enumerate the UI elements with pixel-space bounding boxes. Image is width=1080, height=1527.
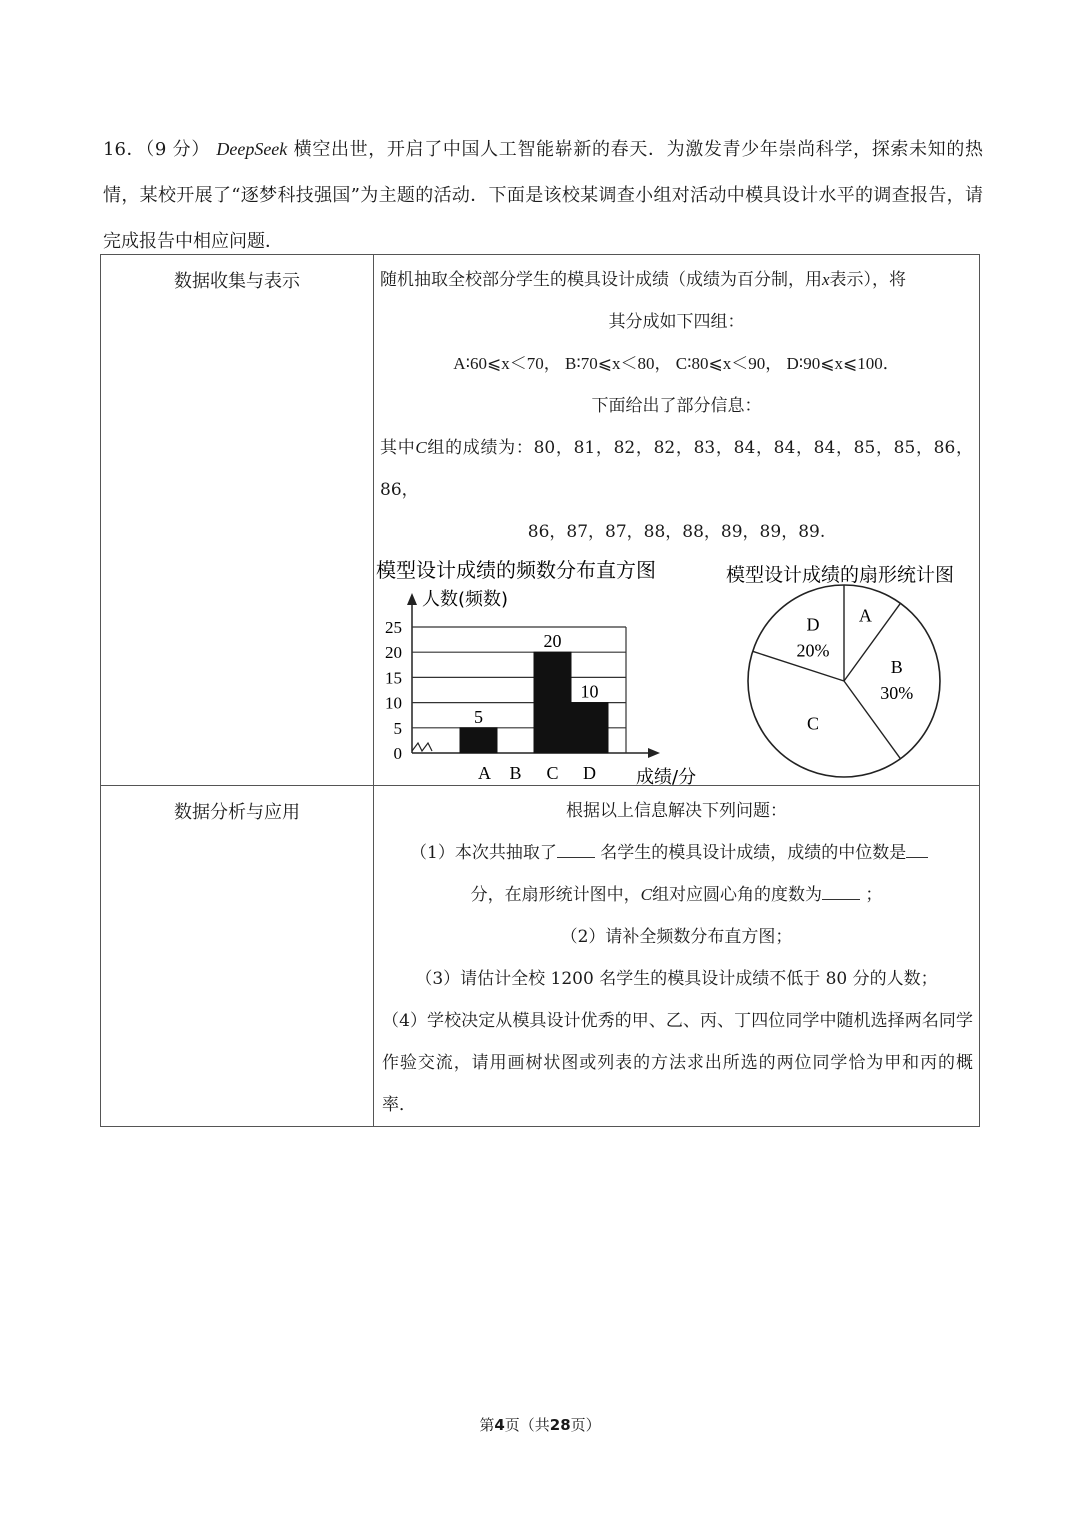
row-label-collection: 数据收集与表示 xyxy=(101,255,374,786)
y-tick-label: 15 xyxy=(385,668,402,688)
q1-part-e: ； xyxy=(865,885,883,905)
footer-post: 页） xyxy=(570,1416,601,1434)
answer-blank-median[interactable] xyxy=(906,857,928,858)
pie-label-c: C xyxy=(806,713,819,734)
table-row xyxy=(101,255,980,786)
row-content-analysis xyxy=(374,786,980,1127)
histogram-xlabel: 成绩/分 xyxy=(636,767,697,785)
x-tick-label: B xyxy=(509,763,522,783)
question-2: （2）请补全频数分布直方图； xyxy=(560,927,793,947)
collection-line-1-a: 随机抽取全校部分学生的模具设计成绩（成绩为百分制，用 xyxy=(380,270,822,290)
brand-name: DeepSeek xyxy=(216,139,288,159)
y-tick-label: 5 xyxy=(393,718,402,738)
q1-part-b: 名学生的模具设计成绩，成绩的中位数是 xyxy=(600,843,907,863)
group-c-scores xyxy=(374,427,979,511)
group-c-scores-a: 组的成绩为：80，81，82，82，83，84，84，84，85，85，86，86， xyxy=(380,438,974,500)
q1-part-d: 组对应圆心角的度数为 xyxy=(651,885,822,905)
bar-data-label: 10 xyxy=(580,681,599,702)
collection-var-x: x xyxy=(822,270,830,289)
y-tick-label: 0 xyxy=(393,744,402,763)
answer-blank-count[interactable] xyxy=(557,857,595,858)
x-tick-label: C xyxy=(546,763,559,783)
q1-part-c: 分，在扇形统计图中， xyxy=(470,885,641,905)
row-content-collection xyxy=(374,255,980,786)
question-1-line-2 xyxy=(374,874,979,916)
collection-line-4: 下面给出了部分信息： xyxy=(591,396,762,416)
group-c-var: C xyxy=(415,438,427,457)
charts-area xyxy=(374,557,979,785)
bar-data-label: 20 xyxy=(543,631,562,652)
group-ranges: A∶60⩽x＜70， B∶70⩽x＜80， C∶80⩽x＜90， D∶90⩽x⩽100． xyxy=(453,354,900,373)
bar-data-label: 5 xyxy=(474,706,483,727)
pie-label-a: A xyxy=(858,605,872,626)
q1-part-a: （1）本次共抽取了 xyxy=(410,843,557,863)
question-body: 横空出世，开启了中国人工智能崭新的春天．为激发青少年崇尚科学，探索未知的热情，某校开展了“逐梦科技强国”为主题的活动．下面是该校某调查小组对活动中模具设计水平的调查报告，请完成报告中相应问题． xyxy=(103,139,983,252)
footer-total-pages: 28 xyxy=(549,1416,571,1434)
pie-label-d: D xyxy=(806,614,820,635)
footer-mid: 页（共 xyxy=(504,1416,550,1434)
group-c-scores-continued: 86，87，87，88，88，89，89，89. xyxy=(527,522,826,542)
question-1-line-1 xyxy=(374,832,979,874)
page-footer xyxy=(0,1414,1080,1435)
question-text xyxy=(103,126,983,265)
y-tick-label: 20 xyxy=(385,643,402,663)
x-tick-label: A xyxy=(478,763,491,783)
footer-pre: 第 xyxy=(479,1416,495,1434)
collection-line-2: 其分成如下四组： xyxy=(608,312,745,332)
row-label-analysis: 数据分析与应用 xyxy=(101,786,374,1127)
footer-page-number: 4 xyxy=(494,1416,505,1434)
group-c-pre: 其中 xyxy=(380,438,416,458)
question-number: 16． xyxy=(103,139,146,160)
question-3: （3）请估计全校 1200 名学生的模具设计成绩不低于 80 分的人数； xyxy=(415,969,938,989)
y-tick-label: 10 xyxy=(385,693,402,713)
question-4: （4）学校决定从模具设计优秀的甲、乙、丙、丁四位同学中随机选择两名同学作验交流，请用画树状图或列表的方法求出所选的两位同学恰为甲和丙的概率． xyxy=(382,1011,973,1115)
answer-blank-angle[interactable] xyxy=(822,899,860,900)
report-table xyxy=(100,254,980,1127)
pie-chart xyxy=(374,557,980,785)
table-row xyxy=(101,786,980,1127)
collection-line-1 xyxy=(374,259,979,301)
analysis-intro: 根据以上信息解决下列问题： xyxy=(566,801,787,821)
histogram-title: 模型设计成绩的频数分布直方图 xyxy=(376,558,656,582)
x-tick-label: D xyxy=(583,763,596,783)
pie-label-b: B xyxy=(890,657,903,677)
collection-line-1-b: 表示），将 xyxy=(829,270,907,290)
histogram-ylabel: 人数(频数) xyxy=(422,589,509,610)
question-score: （9 分） xyxy=(145,139,210,160)
y-tick-label: 25 xyxy=(385,618,402,637)
q1-var-c: C xyxy=(640,885,652,904)
pie-percent-b: 30% xyxy=(880,683,914,703)
pie-title: 模型设计成绩的扇形统计图 xyxy=(726,564,955,586)
pie-percent-d: 20% xyxy=(796,640,830,661)
